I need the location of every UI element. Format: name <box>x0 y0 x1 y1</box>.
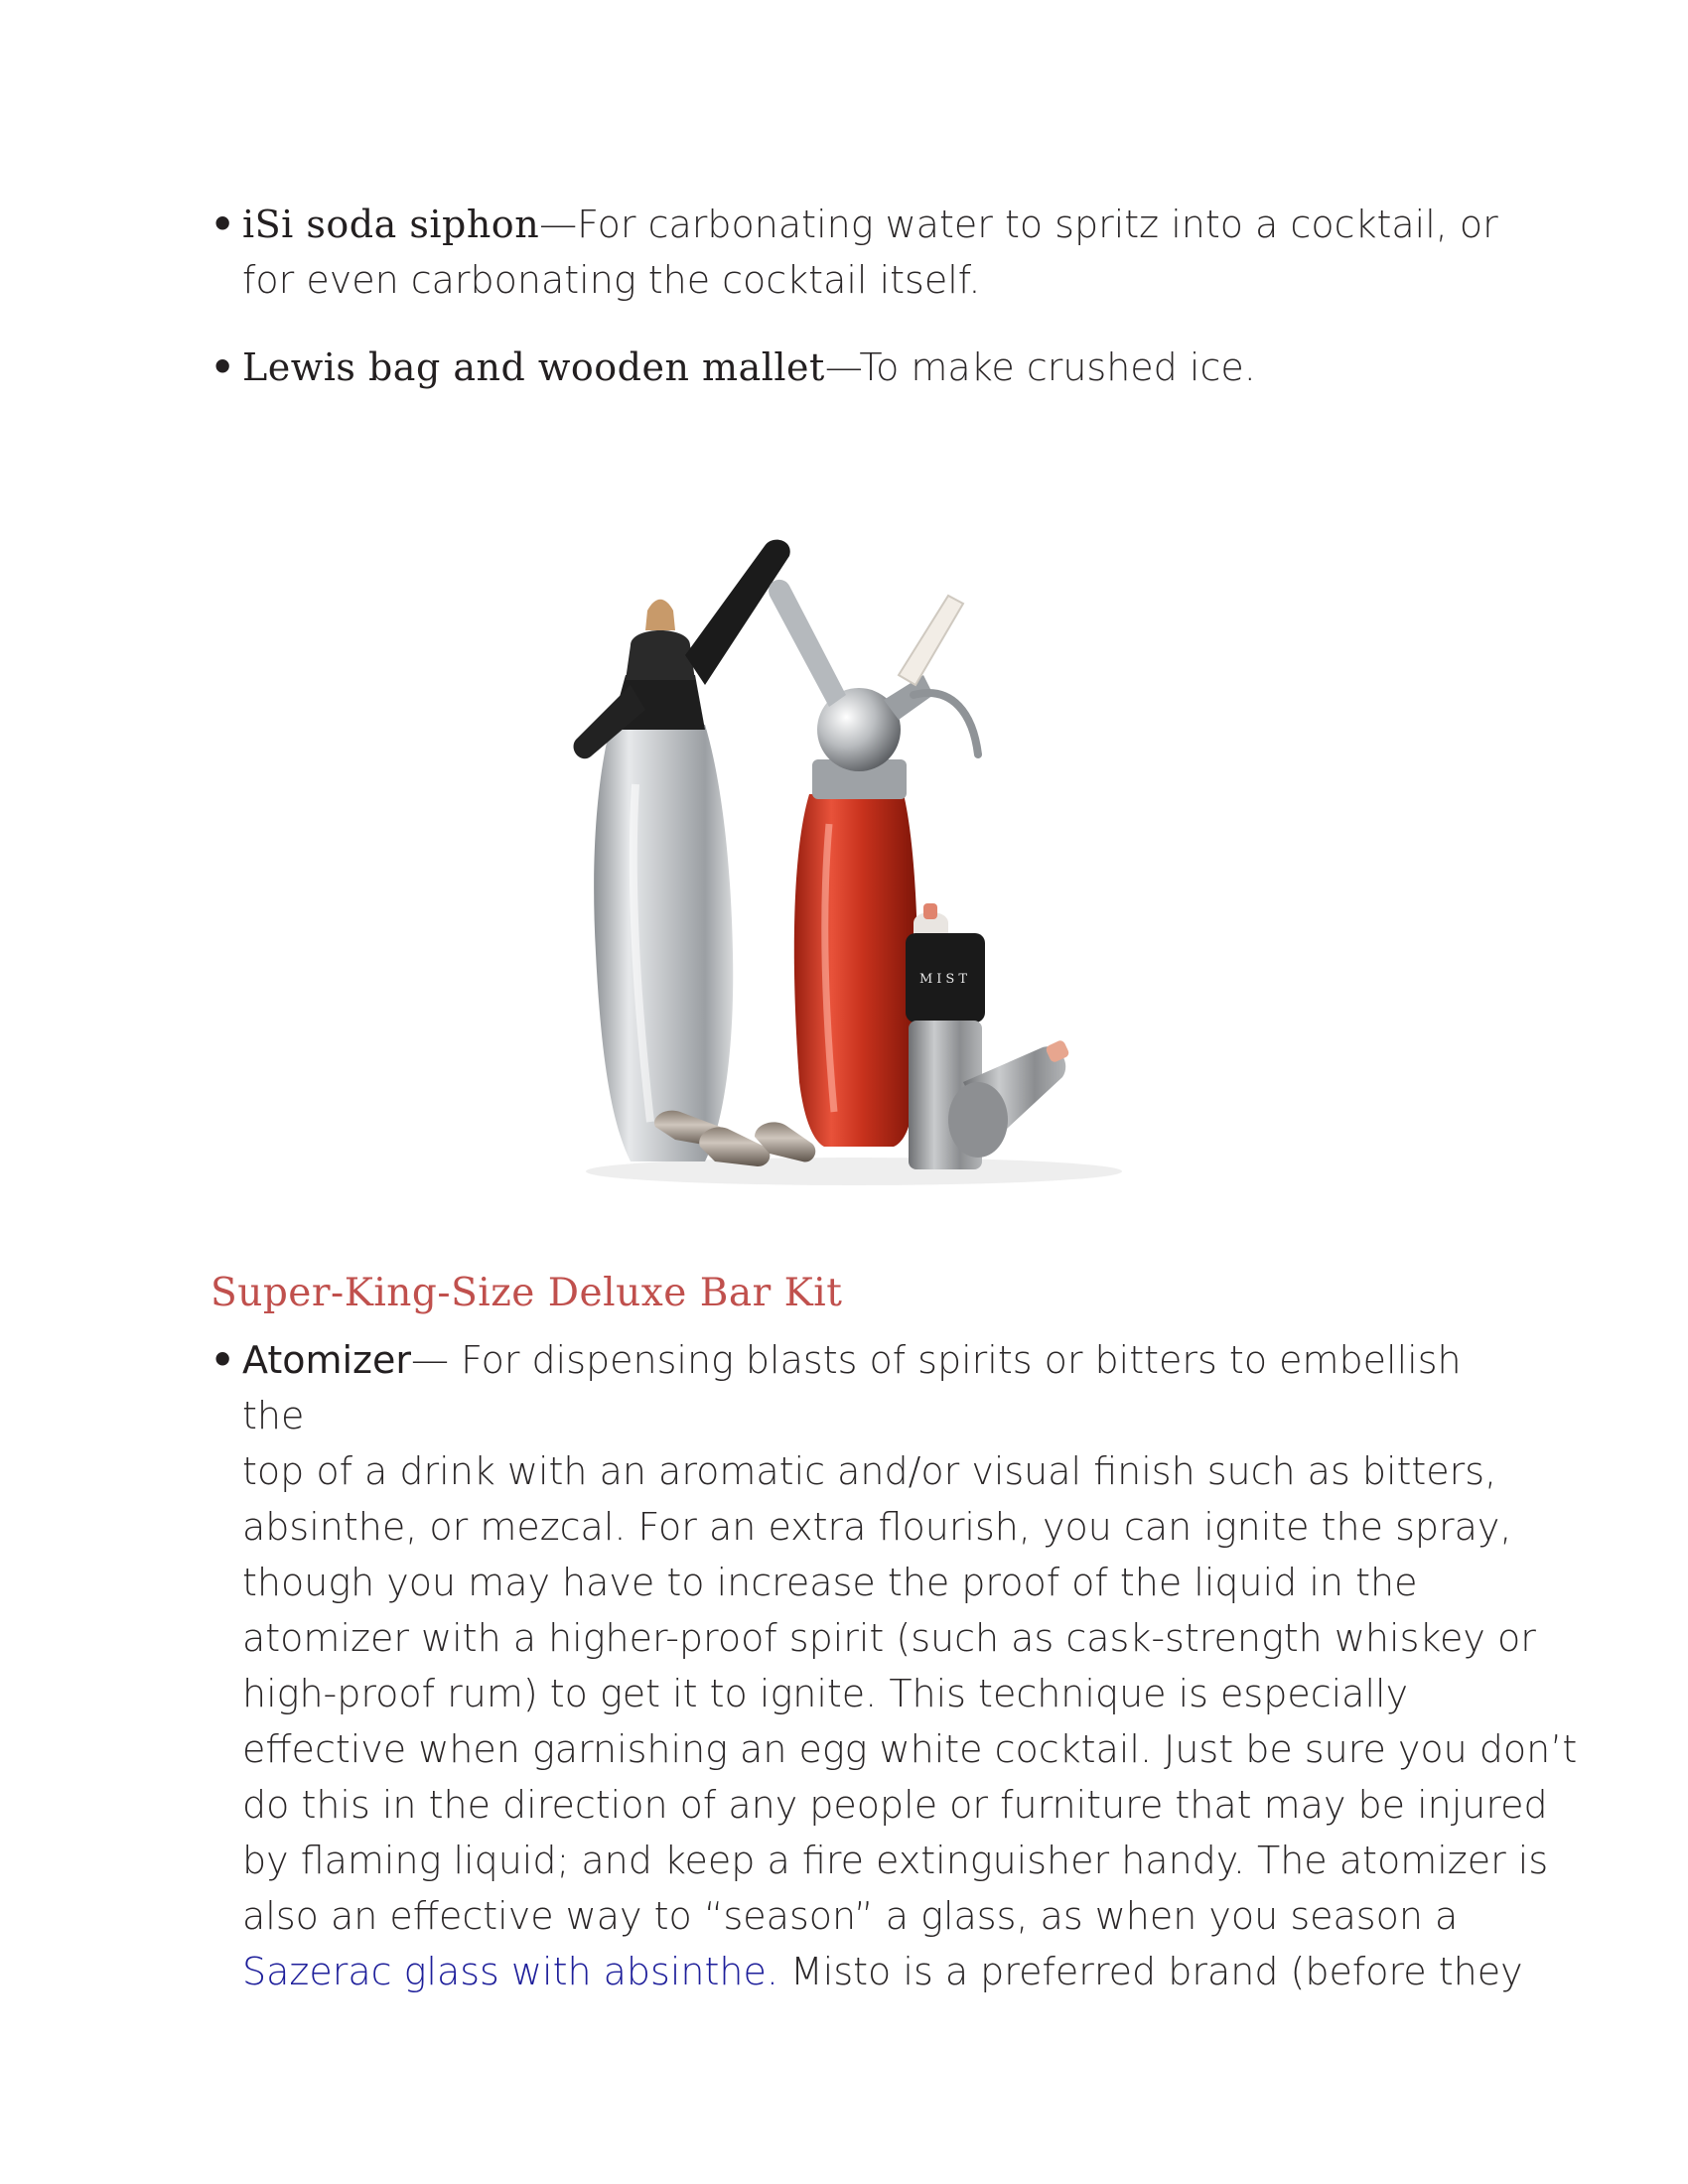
bullet-text-line: do this in the direction of any people or furniture that may be injured <box>242 1783 1548 1827</box>
bullet-lewis-bag <box>211 340 1501 395</box>
bullet-first-line <box>211 340 1501 395</box>
sazerac-link[interactable]: Sazerac glass with absinthe. <box>242 1950 778 1993</box>
bullet-text-line: high-proof rum) to get it to ignite. This technique is especially <box>242 1672 1409 1715</box>
section-heading: Super-King-Size Deluxe Bar Kit <box>211 1271 843 1315</box>
bullet-atomizer <box>211 1332 1578 1999</box>
bullet-text-line: top of a drink with an aromatic and/or visual finish such as bitters, <box>242 1449 1497 1493</box>
soda-siphon-image <box>574 540 790 1161</box>
bullet-separator: — <box>539 203 578 246</box>
bullet-text-line: absinthe, or mezcal. For an extra flourish, you can ignite the spray, <box>242 1505 1512 1549</box>
bullet-text-line: For carbonating water to spritz into a cocktail, or <box>577 203 1498 246</box>
bullet-dot: • <box>211 203 235 246</box>
bullet-term: Lewis bag and wooden mallet <box>242 345 825 389</box>
bullet-text-line: though you may have to increase the proof of the liquid in the <box>242 1561 1418 1604</box>
bullet-text-line: atomizer with a higher-proof spirit (such as cask-strength whiskey or <box>242 1616 1536 1660</box>
bullet-dot: • <box>211 1338 235 1382</box>
bullet-isi-soda-siphon <box>211 197 1501 308</box>
bullet-first-line <box>211 1332 1501 1443</box>
bullet-text-line: To make crushed ice. <box>859 345 1256 389</box>
bullet-text-line: effective when garnishing an egg white cocktail. Just be sure you don’t <box>242 1727 1578 1771</box>
bullet-first-line <box>211 197 1501 252</box>
bullet-text-line: also an effective way to “season” a glass, as when you season a <box>242 1894 1459 1938</box>
product-photo <box>556 526 1132 1191</box>
bullet-text-line: For dispensing blasts of spirits or bitters to embellish the <box>242 1338 1462 1437</box>
floor-shadow <box>586 1158 1122 1185</box>
bullet-separator: — <box>824 345 860 389</box>
bullet-term: Atomizer <box>242 1338 411 1382</box>
bullet-text-line: by flaming liquid; and keep a fire extinguisher handy. The atomizer is <box>242 1839 1549 1882</box>
misto-label: MIST <box>918 972 972 987</box>
bullet-last-line <box>211 1944 1523 1999</box>
bullet-text-rest: Misto is a preferred brand (before they <box>777 1950 1523 1993</box>
bullet-text-line: for even carbonating the cocktail itself. <box>242 258 981 302</box>
bullet-separator: — <box>411 1338 462 1382</box>
bullet-dot: • <box>211 345 235 389</box>
bullet-term: iSi soda siphon <box>242 203 540 246</box>
